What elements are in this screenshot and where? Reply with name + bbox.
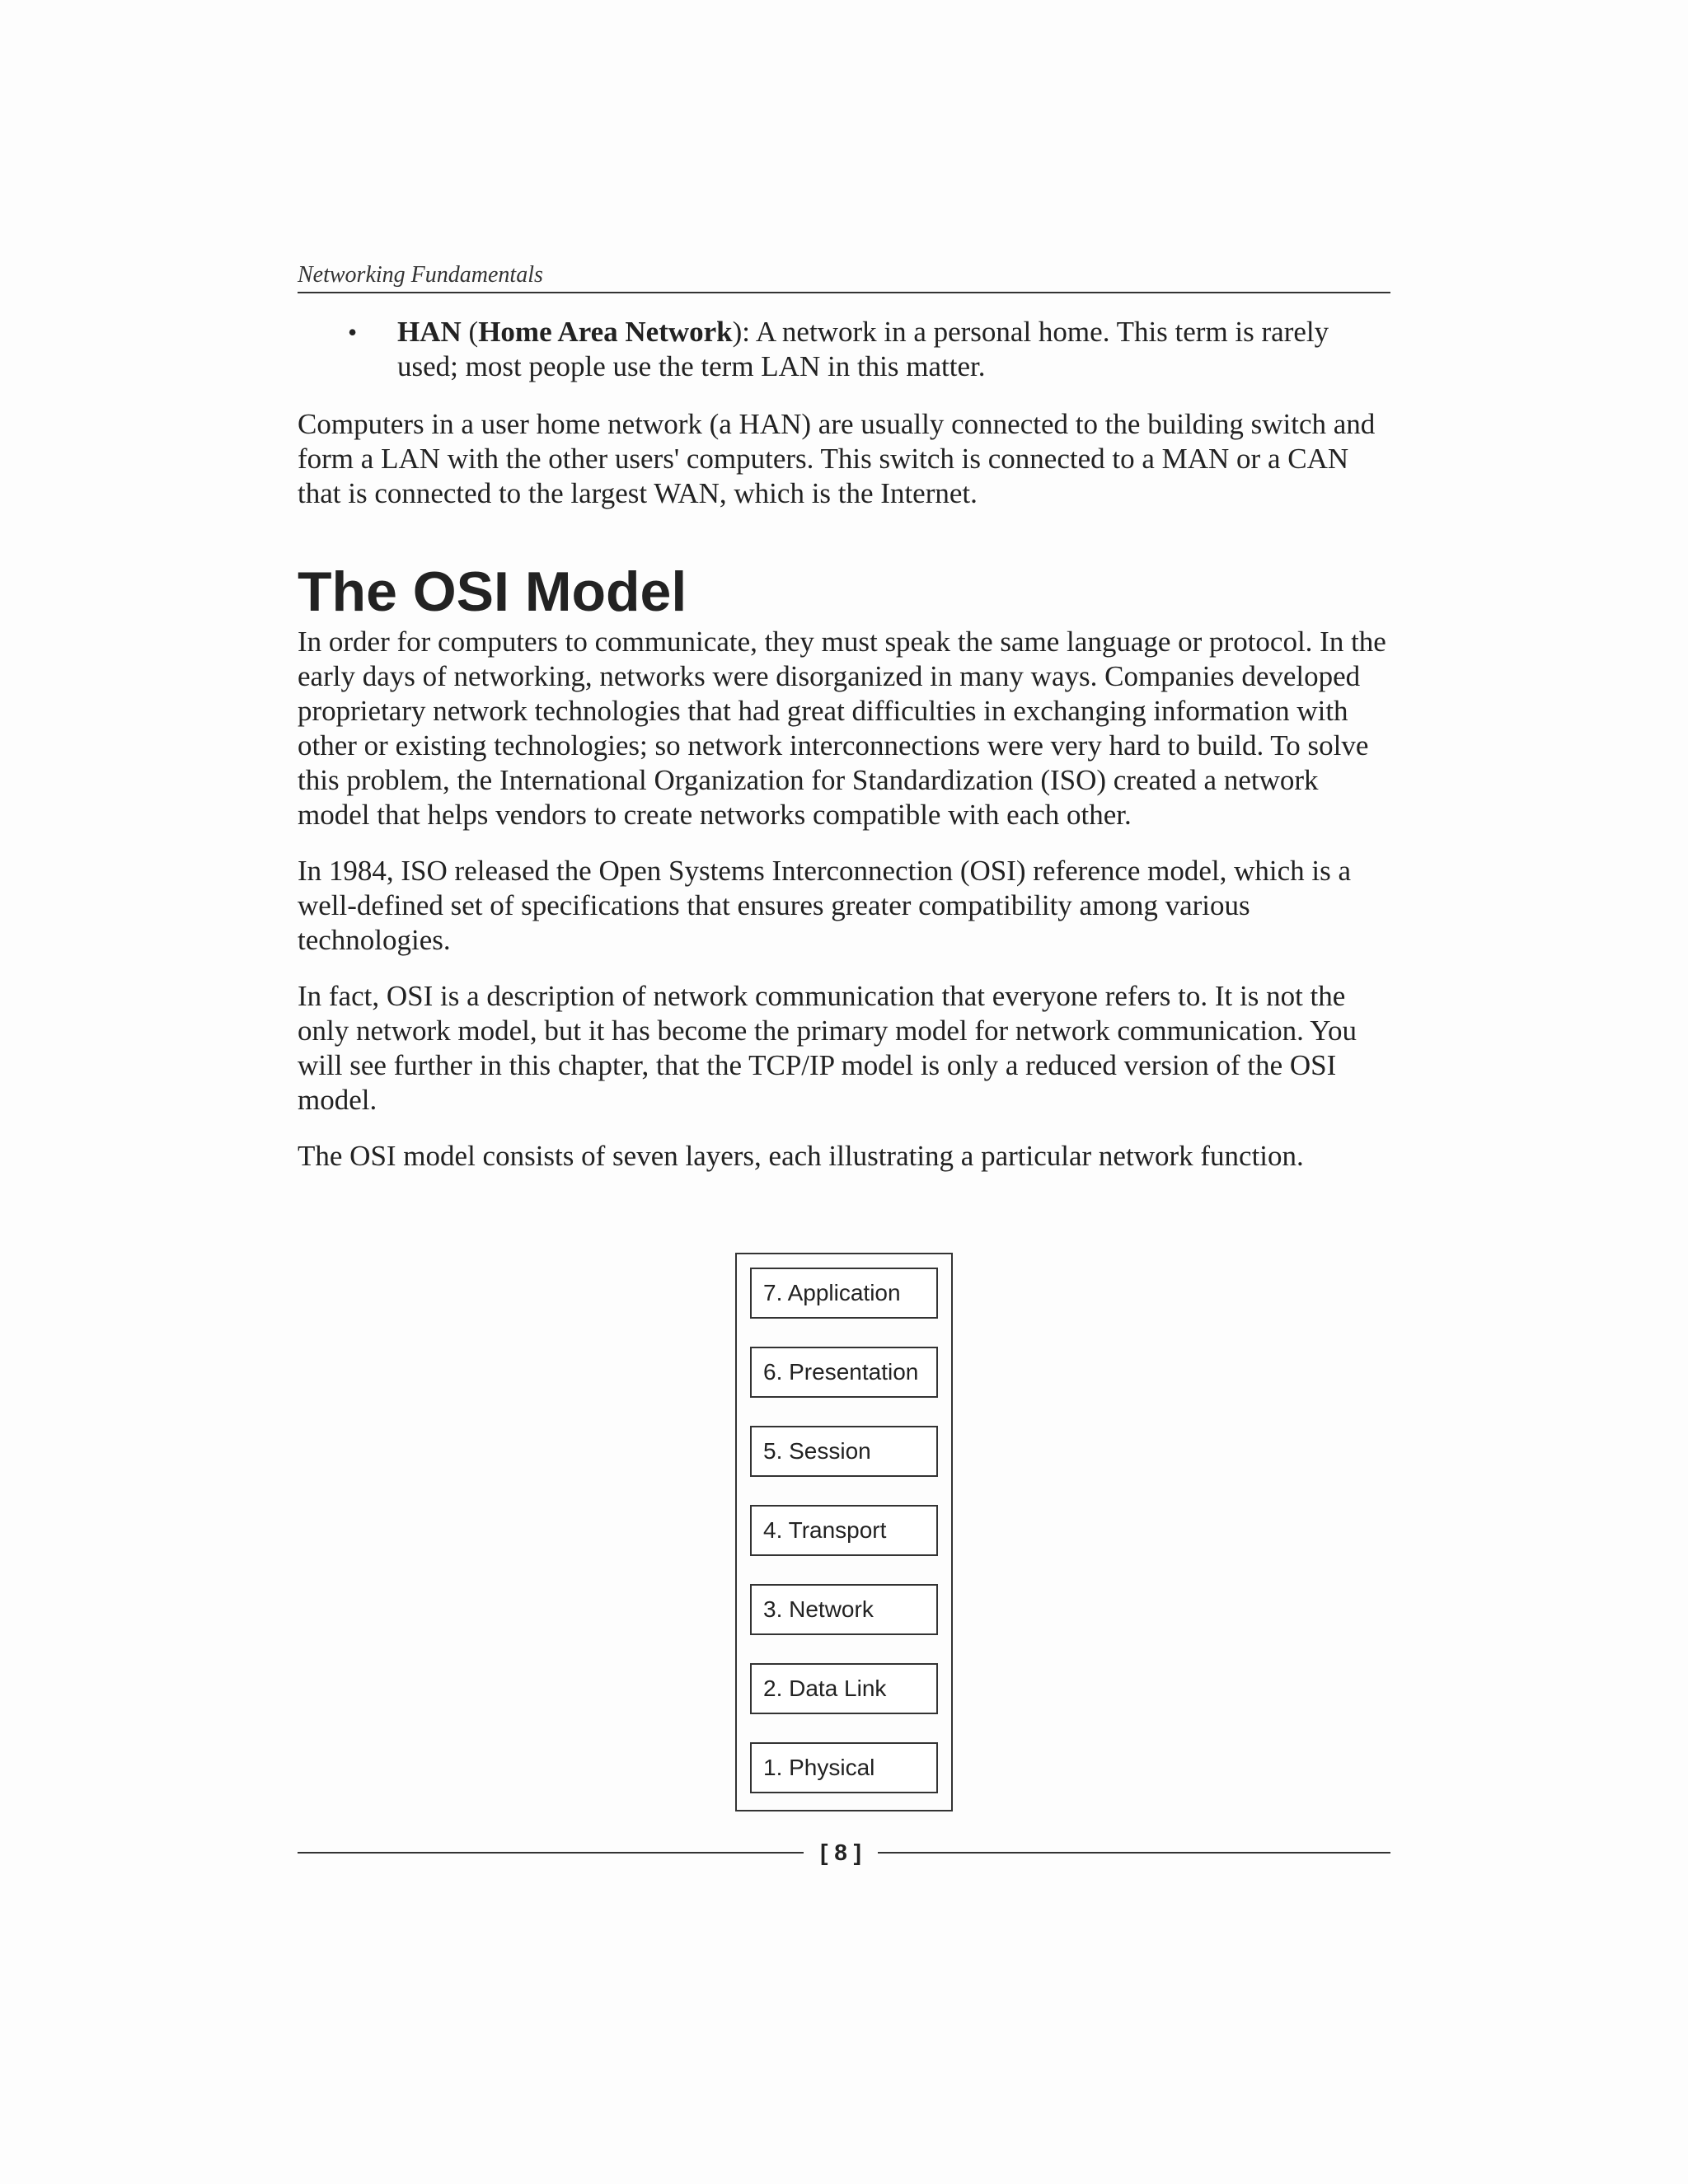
osi-layer-application: 7. Application [750, 1268, 938, 1319]
footer-rule-right [878, 1852, 1390, 1854]
osi-layer-data-link: 2. Data Link [750, 1663, 938, 1714]
paragraph: Computers in a user home network (a HAN) are usually connected to the building switch and form a LAN with the other users' computers. This switch is connected to a MAN or a CAN that is connected to the largest WAN, which is the Internet. [298, 408, 1376, 509]
section-heading: The OSI Model [298, 560, 687, 623]
page-content [298, 315, 1390, 1195]
footer-rule-left [298, 1852, 804, 1854]
paragraph: The OSI model consists of seven layers, each illustrating a particular network function. [298, 1140, 1304, 1172]
paragraph: In 1984, ISO released the Open Systems Interconnection (OSI) reference model, which is a well-defined set of specifications that ensures greater compatibility among various technologies. [298, 855, 1352, 956]
paragraph: In order for computers to communicate, they must speak the same language or protocol. In the early days of networking, networks were disorganized in many ways. Companies developed proprietary network technologies that had great difficulties in exchanging information with other or existing technologies; so network interconnections were very hard to build. To solve this problem, the International Organization for Standardization (ISO) created a network model that helps vendors to create networks compatible with each other. [298, 626, 1386, 831]
osi-layer-transport: 4. Transport [750, 1505, 938, 1556]
osi-layer-presentation: 6. Presentation [750, 1347, 938, 1398]
page-footer [298, 1835, 1390, 1871]
bullet-description: ): A network in a personal home. This term is rarely used; most people use the term LAN in this matter. [397, 316, 1329, 382]
book-page [298, 0, 1390, 2184]
list-item [397, 315, 1390, 384]
osi-model-diagram [735, 1253, 953, 1811]
osi-layer-session: 5. Session [750, 1426, 938, 1477]
page-number: [ 8 ] [820, 1840, 861, 1865]
bullet-expansion: Home Area Network [478, 316, 733, 348]
bullet-open-paren: ( [461, 316, 479, 348]
bullet-term: HAN [397, 316, 462, 348]
osi-layer-network: 3. Network [750, 1584, 938, 1635]
osi-layer-physical: 1. Physical [750, 1742, 938, 1793]
paragraph: In fact, OSI is a description of network communication that everyone refers to. It is not the only network model, but it has become the primary model for network communication. You will see further in this chapter, that the TCP/IP model is only a reduced version of the OSI model. [298, 980, 1357, 1116]
running-header: Networking Fundamentals [298, 260, 1390, 293]
bullet-list [298, 315, 1390, 384]
